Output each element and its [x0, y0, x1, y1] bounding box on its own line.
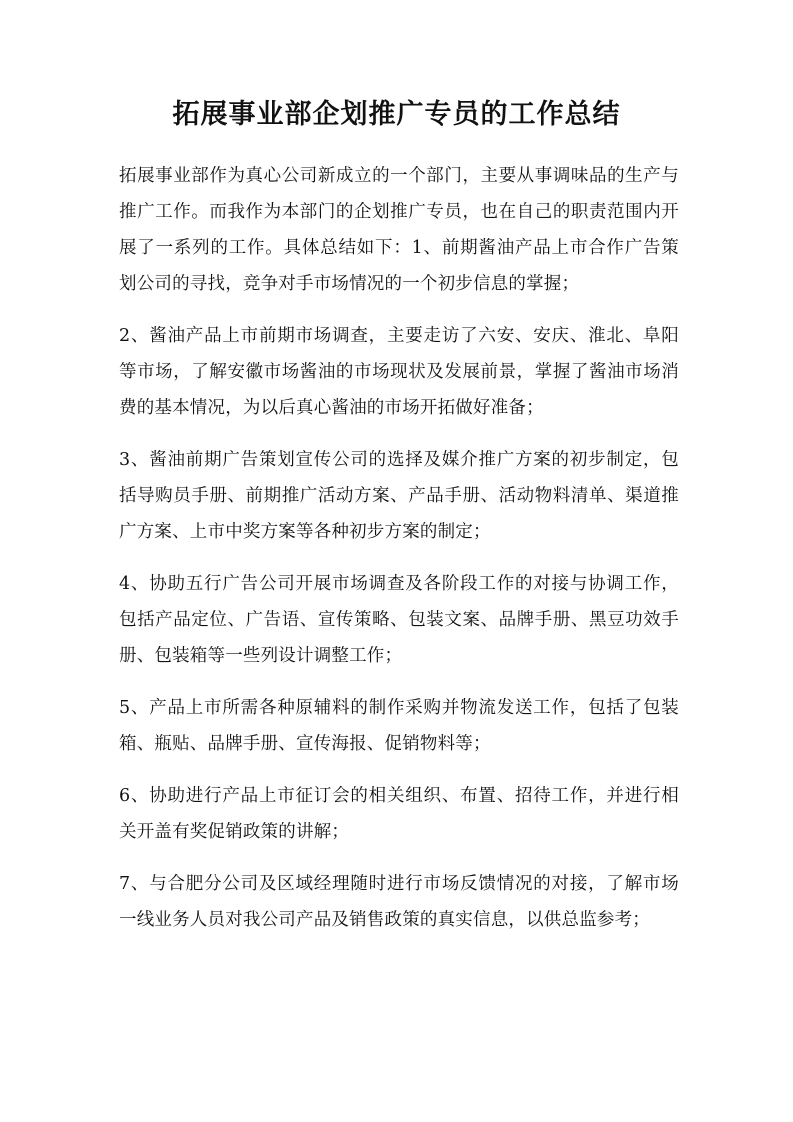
document-title: 拓展事业部企划推广专员的工作总结: [172, 99, 621, 130]
paragraph-2: 2、酱油产品上市前期市场调查，主要走访了六安、安庆、淮北、阜阳等市场，了解安徽市场酱油的市场现状及发展前景，掌握了酱油市场消费的基本情况，为以后真心酱油的市场开拓做好准备；: [119, 326, 679, 418]
paragraph-1: 拓展事业部作为真心公司新成立的一个部门，主要从事调味品的生产与推广工作。而我作为本部门的企划推广专员，也在自己的职责范围内开展了一系列的工作。具体总结如下：1、前期酱油产品上市合作广告策划公司的寻找，竞争对手市场情况的一个初步信息的掌握；: [119, 166, 679, 294]
document-body: [119, 158, 679, 954]
paragraph-4: 4、协助五行广告公司开展市场调查及各阶段工作的对接与协调工作，包括产品定位、广告语、宣传策略、包装文案、品牌手册、黑豆功效手册、包装箱等一些列设计调整工作；: [119, 574, 679, 666]
paragraph-5: 5、产品上市所需各种原辅料的制作采购并物流发送工作，包括了包装箱、瓶贴、品牌手册、宣传海报、促销物料等；: [119, 698, 679, 754]
paragraph-6: 6、协助进行产品上市征订会的相关组织、布置、招待工作，并进行相关开盖有奖促销政策的讲解；: [119, 786, 679, 842]
paragraph-7: 7、与合肥分公司及区域经理随时进行市场反馈情况的对接，了解市场一线业务人员对我公司产品及销售政策的真实信息，以供总监参考；: [119, 874, 679, 930]
paragraph-3: 3、酱油前期广告策划宣传公司的选择及媒介推广方案的初步制定，包括导购员手册、前期推广活动方案、产品手册、活动物料清单、渠道推广方案、上市中奖方案等各种初步方案的制定；: [119, 450, 679, 542]
